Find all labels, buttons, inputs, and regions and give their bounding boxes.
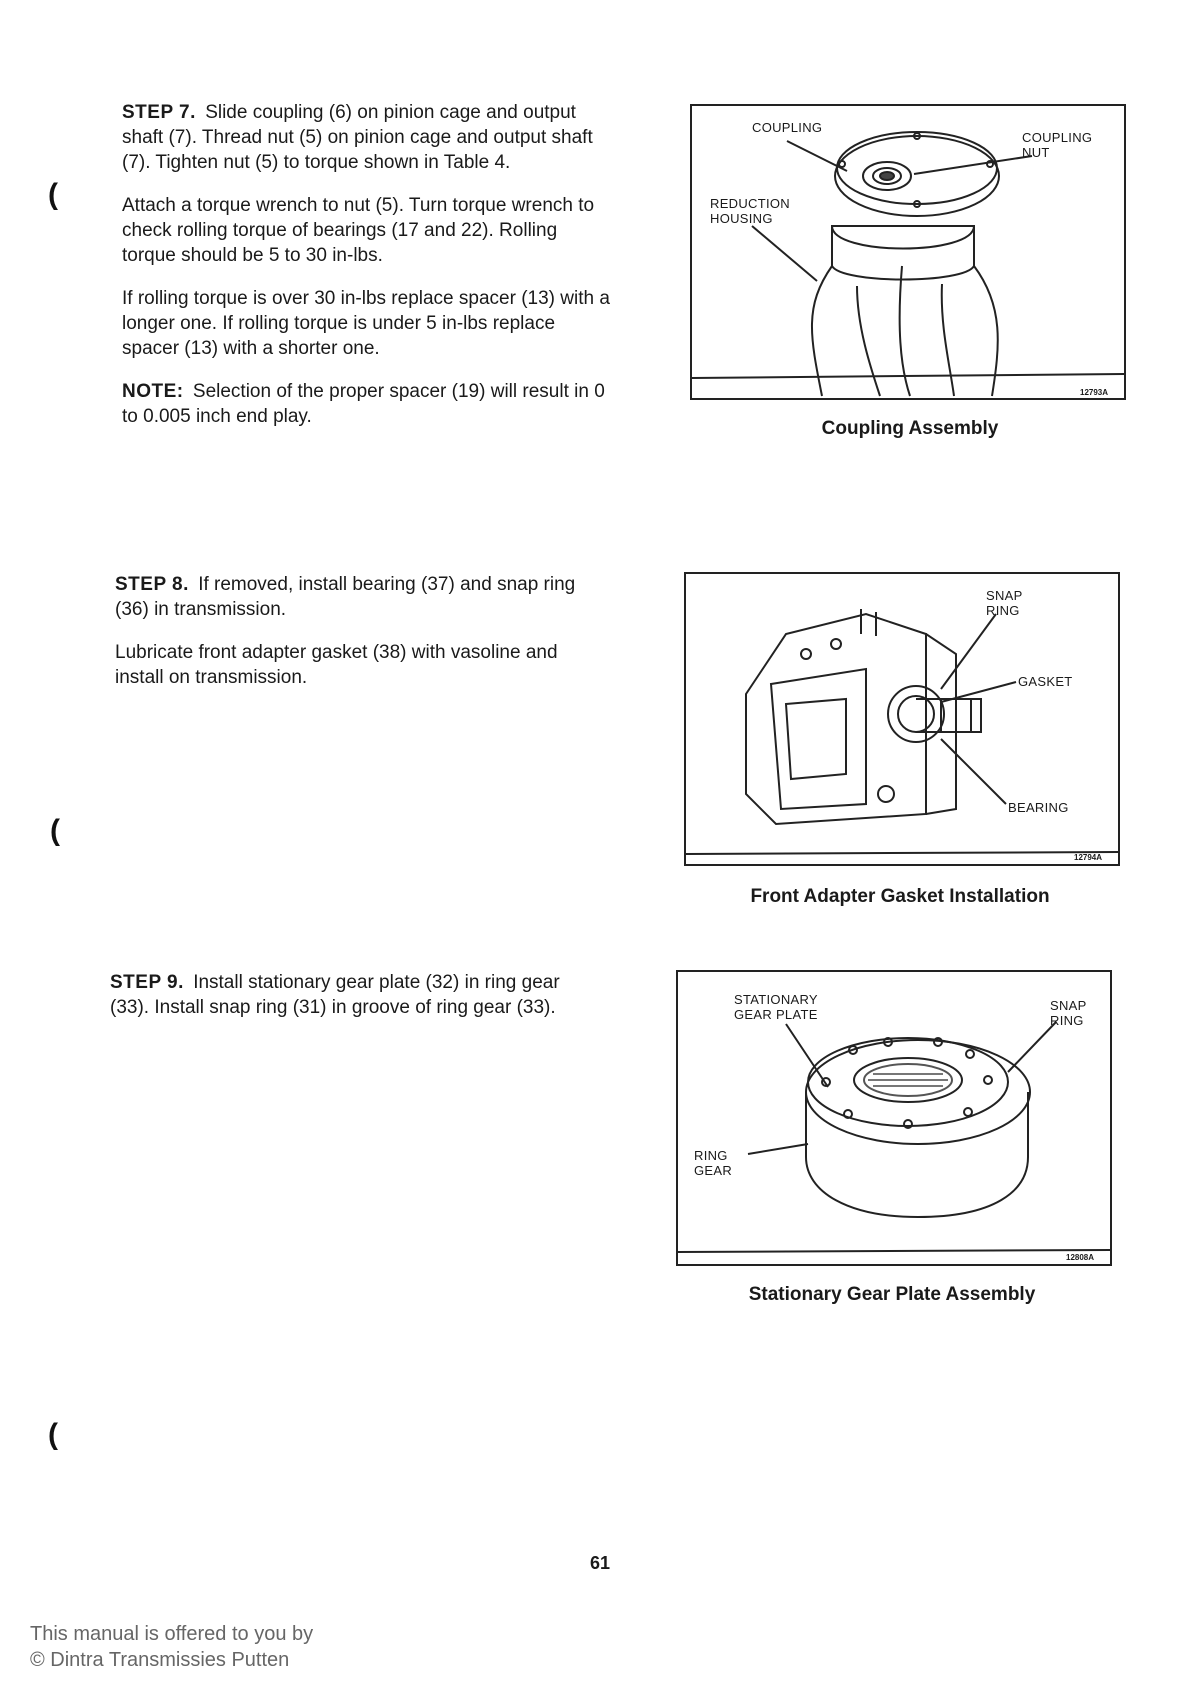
step-8 bbox=[115, 572, 605, 708]
caption-coupling-assembly: Coupling Assembly bbox=[821, 418, 999, 439]
callout-stationary-gear-plate: STATIONARY GEAR PLATE bbox=[734, 992, 818, 1022]
callout-ring-gear: RING GEAR bbox=[694, 1148, 733, 1178]
step-8-text: If removed, install bearing (37) and snap ring (36) in transmission. bbox=[115, 574, 576, 620]
figure-front-adapter-gasket bbox=[684, 572, 1120, 866]
callout-snap-ring: SNAP RING bbox=[986, 588, 1023, 618]
callout-coupling: COUPLING bbox=[752, 120, 823, 135]
step-9-label: STEP 9. bbox=[110, 972, 184, 993]
step-7 bbox=[122, 100, 612, 447]
callout-gasket: GASKET bbox=[1018, 674, 1073, 689]
callout-snap-ring: SNAP RING bbox=[1050, 998, 1087, 1028]
figure-stationary-gear-plate bbox=[676, 970, 1112, 1266]
footer-line-1: This manual is offered to you by bbox=[30, 1623, 314, 1645]
figure-number: 12793A bbox=[1080, 388, 1109, 397]
footer bbox=[30, 1621, 313, 1673]
step-7-label: STEP 7. bbox=[122, 102, 196, 123]
step-7-para-1: Attach a torque wrench to nut (5). Turn torque wrench to check rolling torque of bearings (17 and 22). Rolling torque should be 5 to 30 in-lbs. bbox=[122, 195, 595, 266]
note-label: NOTE: bbox=[122, 381, 184, 402]
caption-front-adapter-gasket: Front Adapter Gasket Installation bbox=[750, 886, 1050, 907]
step-7-para-2: If rolling torque is over 30 in-lbs replace spacer (13) with a longer one. If rolling torque is under 5 in-lbs replace spacer (13) with a shorter one. bbox=[122, 288, 610, 359]
callout-coupling-nut: COUPLING NUT bbox=[1022, 130, 1093, 160]
figure-number: 12808A bbox=[1066, 1253, 1095, 1262]
figure-coupling-assembly bbox=[690, 104, 1126, 400]
callout-reduction-housing: REDUCTION HOUSING bbox=[710, 196, 790, 226]
callout-bearing: BEARING bbox=[1008, 800, 1069, 815]
binder-hole-2: ( bbox=[50, 814, 60, 847]
binder-hole-3: ( bbox=[48, 1418, 58, 1451]
binder-hole-1: ( bbox=[48, 178, 58, 211]
step-7-text: Slide coupling (6) on pinion cage and output shaft (7). Thread nut (5) on pinion cage and output shaft (7). Tighten nut (5) to torque shown in Table 4. bbox=[122, 102, 593, 173]
page-number: 61 bbox=[589, 1553, 611, 1573]
step-8-para-1: Lubricate front adapter gasket (38) with vasoline and install on transmission. bbox=[115, 642, 558, 688]
transmission-illustration bbox=[686, 574, 1118, 864]
footer-line-2: © Dintra Transmissies Putten bbox=[30, 1649, 290, 1671]
note-text: Selection of the proper spacer (19) will result in 0 to 0.005 inch end play. bbox=[122, 381, 605, 427]
step-8-label: STEP 8. bbox=[115, 574, 189, 595]
caption-stationary-gear-plate: Stationary Gear Plate Assembly bbox=[748, 1284, 1036, 1305]
figure-number: 12794A bbox=[1074, 853, 1103, 862]
step-9 bbox=[110, 970, 600, 1038]
step-9-text: Install stationary gear plate (32) in ring gear (33). Install snap ring (31) in groove of ring gear (33). bbox=[110, 972, 560, 1018]
